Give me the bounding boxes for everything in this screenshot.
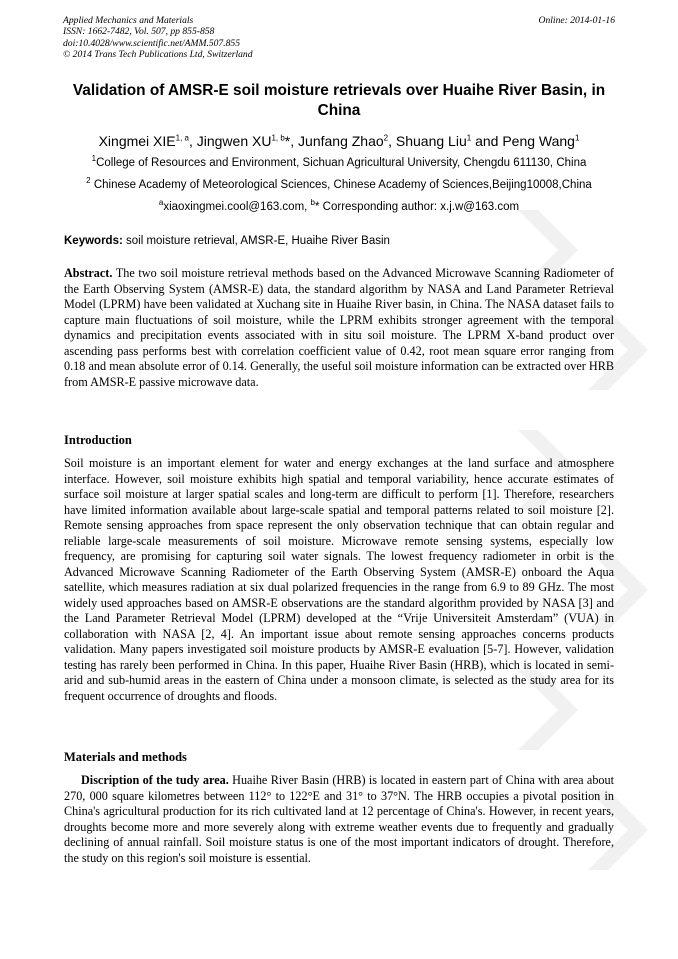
author: Junfang Zhao$^2$, — [298, 133, 396, 149]
study-area-text: Huaihe River Basin (HRB) is located in eastern part of China with area about 270, 000 square kilometres between 112° to 122°E and 31° to 37°N. The HRB occupies a pivotal position in China's agricultural production for its rich cultivated land at 12 percentage of China's. However, in recent years, droughts become more and more severely along with extreme weather events due to frequently and gradually declining of annual rainfall. Soil moisture status is one of the most important indicators of drought. Therefore, the study on this region's soil moisture is essential. — [64, 773, 614, 865]
author: Shuang Liu$^1$ and — [395, 133, 503, 149]
copyright-line: © 2014 Trans Tech Publications Ltd, Switzerland — [63, 49, 253, 61]
keywords: Keywords: soil moisture retrieval, AMSR-E, Huaihe River Basin — [64, 235, 390, 247]
journal-name: Applied Mechanics and Materials — [63, 15, 194, 26]
introduction-text: Soil moisture is an important element for water and energy exchanges at the land surface and atmosphere interface. However, soil moisture exhibits high spatial and temporal variability, hence accurate estimates of surface soil moisture at larger spatial scales and long-term are difficult to perform [1]. Therefore, researchers have limited information available about large-scale spatial and temporal patterns related to soil moisture [2]. Remote sensing approaches from space represent the only observation technique that can obtain regular and reliable large-scale measurements of soil moisture. Microwave remote sensing systems, especially low frequency, are promising for capturing soil water signals. The lowest frequency radiometer in orbit is the Advanced Microwave Scanning Radiometer of the Earth Observing System (AMSR-E) onboard the Aqua satellite, which measures radiation at six dual polarized frequencies in the range from 6.9 to 89 GHz. The most widely used approaches based on AMSR-E observations are the standard algorithm provided by NASA [3] and the Land Parameter Retrieval Model (LPRM) developed at the “Vrije Universiteit Amsterdam” (VUA) in collaboration with NASA [2, 4]. An important issue about remote sensing approaches concerns products validation. Many papers investigated soil moisture products by AMSR-E evaluation [5-7]. However, validation testing has rarely been performed in China. In this paper, Huaihe River Basin (HRB), which is located in semi-arid and sub-humid areas in the eastern of China under a monsoon climate, is selected as the study area for its frequent occurrence of droughts and floods. — [64, 456, 614, 703]
doi-line: doi:10.4028/www.scientific.net/AMM.507.855 — [63, 37, 241, 49]
issn-line: ISSN: 1662-7482, Vol. 507, pp 855-858 — [63, 26, 215, 38]
journal-header — [63, 15, 253, 61]
affiliation-2: $^2$ Chinese Academy of Meteorological Sciences, Chinese Academy of Sciences,Beijing10008,China — [86, 176, 592, 191]
methods-paragraph — [64, 773, 614, 866]
introduction-heading: Introduction — [64, 433, 132, 447]
abstract-label: Abstract. — [64, 266, 113, 280]
abstract-text: The two soil moisture retrieval methods based on the Advanced Microwave Scanning Radiometer of the Earth Observing System (AMSR-E) data, the standard algorithm by NASA and Land Parameter Retrieval Model (LPRM) have been validated at Xuchang site in Huaihe River basin, in China. The NASA dataset fails to capture main fluctuations of soil moisture, while the LPRM exhibits stronger agreement with the temporal dynamics and precipitation events associated with in situ soil moisture. The LPRM X-band product over ascending pass performs best with correlation coefficient value of 0.42, root mean square error ranging from 0.18 and mean absolute error of 0.14. Generally, the useful soil moisture information can be extracted over HRB from AMSR-E passive microwave data. — [64, 266, 614, 389]
author: Xingmei XIE$^{1, a}$, — [98, 133, 197, 149]
author: Jingwen XU$^{1, b}$*, — [196, 133, 299, 149]
email-line: $^a$xiaoxingmei.cool@163.com, $^b$* Corresponding author: x.j.w@163.com — [158, 198, 520, 213]
paper-title: Validation of AMSR-E soil moisture retrievals over Huaihe River Basin, in China — [72, 82, 606, 119]
online-date: Online: 2014-01-16 — [538, 15, 615, 26]
abstract — [64, 266, 614, 390]
study-area-label: Discription of the tudy area. — [81, 773, 229, 787]
author-list — [40, 131, 638, 151]
affiliation-1: $^1$College of Resources and Environment, Sichuan Agricultural University, Chengdu 611130, China — [91, 154, 587, 169]
author: Peng Wang$^1$ — [502, 133, 580, 149]
methods-heading: Materials and methods — [64, 750, 187, 764]
